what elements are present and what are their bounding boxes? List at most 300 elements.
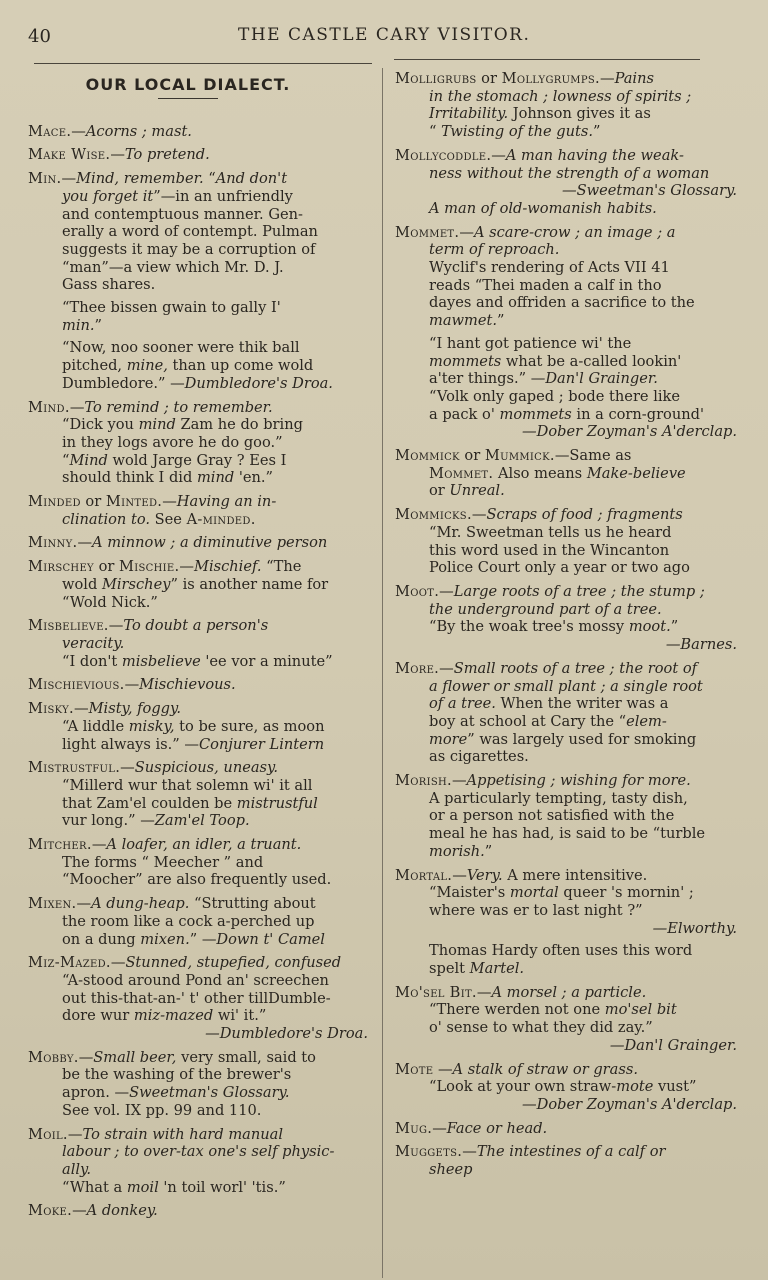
definition-text: clination to. xyxy=(62,510,150,528)
entry-text: “Thee bissen gwain to gally I' xyxy=(62,299,281,317)
entry-text: — xyxy=(609,1036,625,1054)
entry-text: — xyxy=(433,1060,453,1078)
definition-text: you forget it xyxy=(62,187,154,205)
definition-text: Zam'el Toop. xyxy=(154,812,250,830)
entry-line xyxy=(28,777,368,795)
headword: Mommet. xyxy=(429,464,494,482)
entry-text: — xyxy=(74,700,89,718)
entry-text: — xyxy=(491,146,506,164)
headword: Mobby. xyxy=(28,1048,79,1066)
entry-text: “A liddle xyxy=(62,717,129,735)
entry-line xyxy=(28,558,368,576)
entry-text: See xyxy=(150,510,187,528)
entry-text: — xyxy=(462,1143,477,1161)
entry-text: — xyxy=(67,1125,83,1143)
dialect-entry-mind xyxy=(28,399,368,488)
entry-text: — xyxy=(77,534,93,552)
entry-text: — xyxy=(522,423,537,441)
entry-line xyxy=(28,188,368,206)
entry-line xyxy=(28,339,368,357)
definition-text: morish. xyxy=(429,842,485,860)
entry-text: ” xyxy=(592,123,601,141)
entry-line xyxy=(28,871,368,889)
entry-line xyxy=(28,375,368,393)
entry-line xyxy=(28,206,368,224)
entry-line xyxy=(395,312,737,330)
definition-text: A minnow ; a diminutive person xyxy=(92,534,328,552)
headword: Mischie. xyxy=(119,558,180,576)
entry-text: “I don't xyxy=(62,652,122,670)
entry-text: — xyxy=(91,836,107,854)
dialect-entry-mosel-bit xyxy=(395,984,737,1055)
entry-text: wi' it.” xyxy=(213,1007,267,1025)
entry-line xyxy=(395,147,737,165)
headword: Mitcher. xyxy=(28,836,92,854)
entry-text: — xyxy=(432,1119,447,1137)
entry-text: — xyxy=(205,1025,220,1043)
entry-line xyxy=(28,795,368,813)
headword: Moke. xyxy=(28,1202,73,1220)
entry-line xyxy=(28,170,368,188)
definition-text: Stunned, stupefied, confused xyxy=(125,954,342,972)
entry-line xyxy=(395,1078,737,1096)
entry-text: 'ee vor a minute” xyxy=(200,652,333,670)
definition-text: Small beer, xyxy=(93,1048,177,1066)
entry-text: — xyxy=(162,493,177,511)
entry-text: A particularly tempting, tasty dish, xyxy=(429,789,688,807)
definition-text: Elworthy. xyxy=(667,919,737,937)
definition-text: miz-mazed xyxy=(133,1007,214,1025)
journal-title: THE CASTLE CARY VISITOR. xyxy=(238,25,531,45)
entry-line xyxy=(395,294,737,312)
headword: A-minded. xyxy=(186,510,256,528)
entry-text: what be a-called lookin' xyxy=(501,352,682,370)
entry-text: vur long.” — xyxy=(62,812,155,830)
entry-line xyxy=(28,1049,368,1067)
definition-text: Very. xyxy=(466,866,503,884)
entry-line xyxy=(395,807,737,825)
definition-text: Face or head. xyxy=(446,1119,548,1137)
entry-line xyxy=(395,867,737,885)
entry-text: ” — xyxy=(189,930,217,948)
entry-text: ” was largely used for smoking xyxy=(467,730,697,748)
entry-text: or xyxy=(459,447,485,465)
entry-line xyxy=(28,123,368,141)
entry-text: — xyxy=(61,170,77,188)
left-column xyxy=(28,70,368,1226)
definition-text: sheep xyxy=(429,1161,473,1179)
entry-line xyxy=(395,559,737,577)
dialect-entry-moil xyxy=(28,1126,368,1197)
definition-text: mawmet. xyxy=(429,312,498,330)
entry-line xyxy=(28,1161,368,1179)
definition-text: To strain with hard manual xyxy=(82,1125,284,1143)
headword: Mug. xyxy=(395,1119,433,1137)
entry-line xyxy=(395,960,737,978)
definition-text: of a tree. xyxy=(429,695,496,713)
entry-text: — xyxy=(439,582,454,600)
definition-text: Martel. xyxy=(469,960,525,978)
entry-line xyxy=(395,123,737,141)
definition-text: Dober Zoyman's A'derclap. xyxy=(536,1095,737,1113)
definition-text: Pains xyxy=(614,70,654,87)
headword: Mirschey xyxy=(28,558,94,576)
entry-text: dayes and offriden a sacrifice to the xyxy=(429,294,695,312)
definition-text: Suspicious, uneasy. xyxy=(134,759,278,777)
definition-text: mine, xyxy=(126,357,168,375)
entry-line xyxy=(28,1025,368,1043)
headword: Mote xyxy=(395,1060,434,1078)
dialect-entry-mitcher xyxy=(28,836,368,889)
entry-line xyxy=(395,182,737,200)
column-divider xyxy=(382,68,383,1278)
entry-text: “Wold Nick.” xyxy=(62,593,158,611)
entry-text: the room like a cock a-perched up xyxy=(62,912,315,930)
definition-text: ally. xyxy=(62,1160,91,1178)
entry-line xyxy=(395,618,737,636)
definition-text: Small roots of a tree ; the root of xyxy=(453,659,698,677)
entry-line xyxy=(28,990,368,1008)
definition-text: Dumbledore's Droa. xyxy=(219,1025,368,1043)
entry-text: or xyxy=(80,493,106,511)
entry-line xyxy=(28,972,368,990)
definition-text: mind xyxy=(196,469,235,487)
entry-line xyxy=(28,1126,368,1144)
entry-line xyxy=(395,406,737,424)
headword: Mixen. xyxy=(28,895,77,913)
entry-line xyxy=(395,843,737,861)
page-header xyxy=(0,24,768,54)
entry-text: — xyxy=(459,223,474,241)
entry-text: a pack o' xyxy=(429,405,500,423)
headword: Make Wise. xyxy=(28,146,111,164)
headword: Minded xyxy=(28,493,81,511)
entry-text: Thomas Hardy often uses this word xyxy=(429,942,693,960)
entry-text: —Same as xyxy=(554,447,632,465)
definition-text: A stalk of straw or grass. xyxy=(452,1060,638,1078)
entry-line xyxy=(395,902,737,920)
entry-text: out this-that-an-' t' other tillDumble- xyxy=(62,989,331,1007)
entry-text: “By the woak tree's mossy xyxy=(429,618,629,636)
dialect-entry-miz-mazed xyxy=(28,954,368,1043)
entry-line xyxy=(395,1019,737,1037)
entry-line xyxy=(395,1096,737,1114)
entry-text: “Look at your own straw- xyxy=(429,1078,617,1096)
header-rule-right xyxy=(394,59,700,60)
entry-text: a'ter things.” — xyxy=(429,370,546,388)
definition-text: Down t' Camel xyxy=(216,930,325,948)
definition-text: Dober Zoyman's A'derclap. xyxy=(536,423,737,441)
entry-line xyxy=(28,452,368,470)
section-title: OUR LOCAL DIALECT. xyxy=(85,75,291,94)
entry-line xyxy=(395,731,737,749)
entry-line xyxy=(395,277,737,295)
definition-text: Acorns ; mast. xyxy=(85,122,192,140)
headword: Muggets. xyxy=(395,1143,463,1161)
entry-text: or a person not satisfied with the xyxy=(429,807,675,825)
entry-text: should think I did xyxy=(62,469,197,487)
entry-text: When the writer was a xyxy=(495,695,669,713)
entry-line xyxy=(395,1161,737,1179)
dialect-entry-more xyxy=(395,660,737,766)
entry-line xyxy=(395,920,737,938)
dialect-entry-misky xyxy=(28,700,368,753)
entry-text: — xyxy=(78,1048,94,1066)
dialect-entry-mobby xyxy=(28,1049,368,1120)
entry-text: vust” xyxy=(653,1078,697,1096)
entry-line xyxy=(395,335,737,353)
entry-line xyxy=(28,146,368,164)
entry-line xyxy=(395,713,737,731)
entry-text: — xyxy=(451,772,467,790)
headword: Mistrustful. xyxy=(28,759,121,777)
headword: Mommick xyxy=(395,447,460,465)
headword: Minted. xyxy=(105,493,163,511)
entry-text: — xyxy=(179,558,194,576)
entry-text: where was er to last night ?” xyxy=(429,901,643,919)
entry-text: ” xyxy=(484,842,493,860)
entry-line xyxy=(28,469,368,487)
entry-text: “The xyxy=(261,558,302,576)
entry-text: “Moocher” are also frequently used. xyxy=(62,871,332,889)
entry-line xyxy=(28,759,368,777)
entry-text: See vol. IX pp. 99 and 110. xyxy=(62,1101,262,1119)
definition-text: A morsel ; a particle. xyxy=(491,983,647,1001)
entry-text: — xyxy=(452,866,467,884)
entry-text: A mere intensitive. xyxy=(502,866,648,884)
definition-text: mo'sel bit xyxy=(604,1001,677,1019)
entry-text: ” xyxy=(497,312,505,330)
headword: Moil. xyxy=(28,1125,68,1143)
entry-text: — xyxy=(69,398,85,416)
definition-text: The intestines of a calf or xyxy=(476,1143,666,1161)
headword: Misky. xyxy=(28,700,74,718)
entry-text: 'n toil worl' 'tis.” xyxy=(158,1178,286,1196)
entry-text: — xyxy=(471,506,487,524)
dialect-entry-mischievious xyxy=(28,676,368,694)
entry-text: “There werden not one xyxy=(429,1001,605,1019)
entry-line xyxy=(28,1179,368,1197)
entry-line xyxy=(395,542,737,560)
dialect-entry-morish xyxy=(395,772,737,861)
entry-text: “man”—a view which Mr. D. J. xyxy=(62,258,284,276)
definition-text: mommets xyxy=(499,405,572,423)
definition-text: Barnes. xyxy=(680,636,737,654)
headword: Misbelieve. xyxy=(28,617,109,635)
definition-text: misbelieve xyxy=(121,652,201,670)
entry-line xyxy=(395,695,737,713)
definition-text: Sweetman's Glossary. xyxy=(129,1084,290,1102)
definition-text: Dumbledore's Droa. xyxy=(184,374,333,392)
entry-text: Dumbledore.” — xyxy=(62,374,185,392)
entry-line xyxy=(28,718,368,736)
definition-text: mortal xyxy=(509,884,559,902)
entry-text: — xyxy=(76,895,92,913)
entry-line xyxy=(395,165,737,183)
entry-line xyxy=(395,524,737,542)
definition-text: Misty, foggy. xyxy=(88,700,181,718)
dialect-entry-mace xyxy=(28,123,368,141)
entry-line xyxy=(28,511,368,529)
definition-text: Mind xyxy=(69,451,108,469)
entry-line xyxy=(395,70,737,88)
headword: Molligrubs xyxy=(395,70,477,87)
entry-line xyxy=(28,317,368,335)
definition-text: Mind, remember. xyxy=(76,170,204,188)
entry-text: on a dung xyxy=(62,930,141,948)
entry-line xyxy=(28,617,368,635)
entry-line xyxy=(28,534,368,552)
entry-line xyxy=(395,482,737,500)
headword: Moot. xyxy=(395,582,440,600)
dialect-entry-mixen xyxy=(28,895,368,948)
entry-text: — xyxy=(72,1202,87,1220)
section-title-rule xyxy=(158,98,218,99)
page-number: 40 xyxy=(28,26,51,47)
entry-line xyxy=(395,370,737,388)
headword: Mommicks. xyxy=(395,506,472,524)
entry-line xyxy=(395,583,737,601)
definition-text: Having an in- xyxy=(176,493,277,511)
definition-text: veracity. xyxy=(62,634,125,652)
entry-line xyxy=(28,954,368,972)
entry-text: — xyxy=(599,70,615,87)
definition-text: misky, xyxy=(128,717,175,735)
entry-text: Also means xyxy=(493,464,587,482)
entry-text: “I hant got patience wi' the xyxy=(429,334,632,352)
entry-text: “What a xyxy=(62,1178,127,1196)
dialect-entry-misbelieve xyxy=(28,617,368,670)
entry-text: “Now, noo sooner were thik ball xyxy=(62,339,300,357)
entry-line xyxy=(28,299,368,317)
entry-text: very small, said to xyxy=(176,1048,316,1066)
dialect-entry-mote xyxy=(395,1061,737,1114)
definition-text: To remind ; to remember. xyxy=(84,398,273,416)
entry-line xyxy=(28,836,368,854)
definition-text: elem- xyxy=(626,712,667,730)
definition-text: moot. xyxy=(628,618,671,636)
entry-text: “Volk only gaped ; bode there like xyxy=(429,387,681,405)
entry-line xyxy=(28,1084,368,1102)
headword: Mo'sel Bit. xyxy=(395,983,477,1001)
entry-text: or xyxy=(429,482,450,500)
entry-text: wold Jarge Gray ? Ees I xyxy=(107,451,287,469)
definition-text: Unreal. xyxy=(449,482,505,500)
entry-text: queer 's mornin' ; xyxy=(558,884,694,902)
definition-text: ness without the strength of a woman xyxy=(429,164,710,182)
entry-line xyxy=(28,913,368,931)
entry-line xyxy=(28,576,368,594)
dialect-entry-min xyxy=(28,170,368,392)
definition-text: Conjurer Lintern xyxy=(199,735,325,753)
entry-text: as cigarettes. xyxy=(429,748,529,766)
entry-line xyxy=(28,635,368,653)
headword: Mace. xyxy=(28,122,72,140)
entry-line xyxy=(395,825,737,843)
entry-text: be the washing of the brewer's xyxy=(62,1066,292,1084)
definition-text: A man of old-womanish habits. xyxy=(429,199,657,217)
entry-line xyxy=(395,1061,737,1079)
entry-line xyxy=(28,357,368,375)
entry-line xyxy=(28,700,368,718)
entry-text: spelt xyxy=(429,960,470,978)
headword: Miz-Mazed. xyxy=(28,954,111,972)
entry-line xyxy=(395,1120,737,1138)
definition-text: A donkey. xyxy=(86,1202,158,1220)
entry-text: — xyxy=(665,636,681,654)
entry-text: “ xyxy=(429,123,442,141)
entry-line xyxy=(28,416,368,434)
entry-line xyxy=(28,895,368,913)
entry-text: than up come wold xyxy=(167,357,314,375)
entry-text: ” xyxy=(94,316,103,334)
entry-text: “Dick you xyxy=(62,416,139,434)
entry-line xyxy=(395,790,737,808)
entry-line xyxy=(28,1102,368,1120)
entry-line xyxy=(28,434,368,452)
entry-line xyxy=(395,984,737,1002)
dialect-entry-minny xyxy=(28,534,368,552)
definition-text: Scraps of food ; fragments xyxy=(486,506,683,524)
definition-text: Dan'l Grainger. xyxy=(624,1036,737,1054)
definition-text: A dung-heap. xyxy=(91,895,190,913)
entry-text: “A-stood around Pond an' screechen xyxy=(62,971,329,989)
entry-line xyxy=(28,676,368,694)
entry-line xyxy=(28,653,368,671)
entry-text: ” xyxy=(670,618,679,636)
definition-text: Mischievous. xyxy=(139,676,236,694)
entry-line xyxy=(395,660,737,678)
entry-line xyxy=(395,224,737,242)
headword: Morish. xyxy=(395,772,452,790)
entry-text: or xyxy=(93,558,119,576)
entry-line xyxy=(395,465,737,483)
entry-line xyxy=(395,447,737,465)
entry-text: suggests it may be a corruption of xyxy=(62,240,316,258)
definition-text: Sweetman's Glossary. xyxy=(576,182,737,200)
headword: Minny. xyxy=(28,534,78,552)
dialect-entry-mommicks xyxy=(395,506,737,577)
entry-text: Zam he do bring xyxy=(175,416,303,434)
definition-text: Appetising ; wishing for more. xyxy=(466,772,691,790)
entry-text: Police Court only a year or two ago xyxy=(429,559,690,577)
entry-line xyxy=(28,399,368,417)
dialect-entry-mollycoddle xyxy=(395,147,737,218)
entry-text: pitched, xyxy=(62,357,127,375)
entry-line xyxy=(28,259,368,277)
entry-line xyxy=(395,601,737,619)
entry-line xyxy=(395,105,737,123)
dialect-entry-make-wise xyxy=(28,146,368,164)
entry-line xyxy=(28,241,368,259)
definition-text: moil xyxy=(126,1178,159,1196)
entry-text: “ xyxy=(203,170,216,188)
headword: Mummick. xyxy=(484,447,555,465)
entry-line xyxy=(28,812,368,830)
entry-line xyxy=(395,884,737,902)
entry-text: apron. — xyxy=(62,1084,130,1102)
entry-text: “Maister's xyxy=(429,884,510,902)
entry-text: this word used in the Wincanton xyxy=(429,541,670,559)
entry-text: — xyxy=(652,919,668,937)
entry-text: — xyxy=(120,759,135,777)
entry-text: ”—in an unfriendly xyxy=(153,187,293,205)
definition-text: To doubt a person's xyxy=(123,617,269,635)
definition-text: mote xyxy=(616,1078,654,1096)
definition-text: To pretend. xyxy=(124,146,210,164)
right-entries xyxy=(395,70,737,1179)
entry-text: to be sure, as moon xyxy=(174,717,325,735)
